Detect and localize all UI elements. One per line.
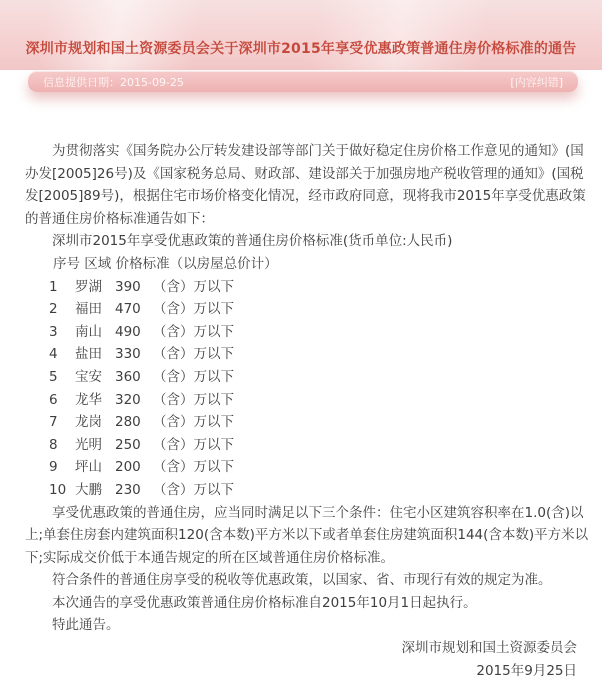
row-district: 罗湖: [75, 278, 102, 295]
text-line: 的普通住房价格标准通告如下：: [25, 210, 214, 227]
price-table-row: [25, 479, 577, 502]
text-line: 发[2005]89号)，根据住宅市场价格变化情况，经市政府同意，现将我市2015年享受优惠政策: [25, 188, 586, 205]
text-line: 办发[2005]26号)及《国家税务总局、财政部、建设部关于加强房地产税收管理的通知》(国税: [25, 165, 584, 182]
row-unit: （含）万以下: [153, 481, 234, 498]
row-unit: （含）万以下: [153, 368, 234, 385]
price-table-row: [25, 276, 577, 299]
row-price: 200: [115, 459, 141, 476]
row-seq: 5: [49, 368, 58, 385]
row-unit: （含）万以下: [153, 346, 234, 363]
text-line: 享受优惠政策的普通住房，应当同时满足以下三个条件：住宅小区建筑容积率在1.0(含)以: [52, 504, 584, 521]
row-district: 南山: [75, 323, 102, 340]
row-price: 320: [115, 391, 141, 408]
notice-body: [0, 140, 602, 682]
intro-paragraph: [25, 140, 586, 230]
price-table-row: [25, 366, 577, 389]
row-seq: 4: [49, 346, 58, 363]
info-date-value: 2015-09-25: [120, 75, 184, 89]
row-unit: （含）万以下: [153, 459, 234, 476]
row-price: 330: [115, 346, 141, 363]
row-seq: 8: [49, 436, 58, 453]
effective-note-line: 本次通告的享受优惠政策普通住房价格标准自2015年10月1日起执行。: [52, 594, 477, 611]
content-correction-link[interactable]: [内容纠错]: [510, 75, 563, 89]
row-district: 光明: [75, 436, 102, 453]
price-table-header: 序号 区域 价格标准（以房屋总价计）: [53, 255, 278, 272]
price-table-row: [25, 411, 577, 434]
price-table-row: [25, 456, 577, 479]
price-table-row: [25, 343, 577, 366]
closing-line: 特此通告。: [52, 617, 120, 634]
text-line: 为贯彻落实《国务院办公厅转发建设部等部门关于做好稳定住房价格工作意见的通知》(国: [52, 143, 584, 159]
row-district: 盐田: [75, 346, 102, 363]
row-price: 390: [115, 278, 141, 295]
info-bar: [28, 71, 578, 92]
info-date-label: 信息提供日期：: [43, 75, 120, 89]
row-price: 470: [115, 301, 141, 318]
text-line: 下;实际成交价低于本通告规定的所在区域普通住房价格标准。: [25, 549, 395, 566]
row-unit: （含）万以下: [153, 436, 234, 453]
price-table-row: [25, 434, 577, 457]
row-price: 490: [115, 323, 141, 340]
row-unit: （含）万以下: [153, 301, 234, 318]
signature-org: 深圳市规划和国土资源委员会: [401, 640, 577, 657]
tax-note-line: 符合条件的普通住房享受的税收等优惠政策，以国家、省、市现行有效的规定为准。: [52, 572, 552, 589]
row-seq: 7: [49, 414, 58, 431]
price-table-row: [25, 321, 577, 344]
row-seq: 2: [49, 301, 58, 318]
row-district: 福田: [75, 301, 102, 318]
row-district: 龙华: [75, 391, 102, 408]
row-seq: 9: [49, 459, 58, 476]
page-title: 深圳市规划和国土资源委员会关于深圳市2015年享受优惠政策普通住房价格标准的通告: [25, 41, 577, 57]
page-header: [0, 0, 602, 70]
row-district: 龙岗: [75, 414, 102, 431]
text-line: 上;单套住房套内建筑面积120(含本数)平方米以下或者单套住房建筑面积144(含本数)平方米以: [25, 527, 589, 544]
info-date: [43, 74, 184, 90]
signature-date: 2015年9月25日: [476, 662, 577, 679]
row-unit: （含）万以下: [153, 414, 234, 431]
price-table-row: [25, 298, 577, 321]
row-district: 宝安: [75, 368, 102, 385]
row-district: 大鹏: [75, 481, 102, 498]
price-table-row: [25, 389, 577, 412]
row-unit: （含）万以下: [153, 278, 234, 295]
row-unit: （含）万以下: [153, 323, 234, 340]
row-price: 250: [115, 436, 141, 453]
row-seq: 1: [49, 278, 58, 295]
row-price: 360: [115, 368, 141, 385]
row-seq: 3: [49, 323, 58, 340]
row-district: 坪山: [75, 459, 102, 476]
row-price: 280: [115, 414, 141, 431]
row-unit: （含）万以下: [153, 391, 234, 408]
row-seq: 10: [49, 481, 67, 498]
conditions-paragraph: [25, 502, 589, 570]
standard-title-line: 深圳市2015年享受优惠政策的普通住房价格标准(货币单位:人民币): [52, 233, 453, 250]
row-price: 230: [115, 481, 141, 498]
price-table: [25, 276, 577, 502]
row-seq: 6: [49, 391, 58, 408]
